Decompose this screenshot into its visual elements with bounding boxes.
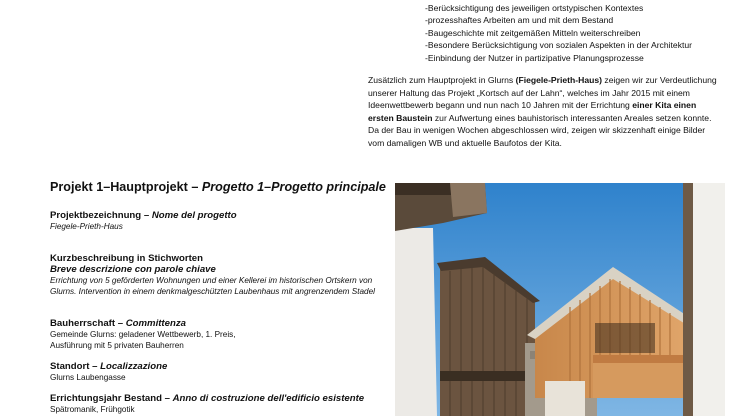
intro-highlight: einer Kita einen ersten Baustein [368, 100, 697, 123]
section-body: Fiegele-Prieth-Haus [50, 222, 123, 231]
section-title: Errichtungsjahr Bestand – Anno di costruzione dell'edificio esistente [50, 393, 365, 404]
section-client [50, 318, 236, 352]
section-title: Projektbezeichnung – Nome del progetto [50, 210, 237, 221]
section-location [50, 361, 167, 383]
section-body: Spätromanik, Frühgotik [50, 405, 135, 414]
section-description [50, 253, 380, 298]
section-body-line: Ausführung mit 5 privaten Bauherren [50, 341, 184, 351]
section-title: Kurzbeschreibung in Stichworten [50, 253, 203, 264]
list-item: -Baugeschichte mit zeitgemäßen Mitteln weiterschreiben [425, 27, 641, 38]
building-photo [395, 183, 725, 416]
list-item: -Berücksichtigung des jeweiligen ortstypischen Kontextes [425, 3, 644, 13]
section-year [50, 393, 364, 415]
intro-text: Zusätzlich zum Hauptprojekt in Glurns [368, 75, 516, 85]
section-body: Glurns Laubengasse [50, 373, 126, 382]
project-title: Projekt 1–Hauptprojekt – Progetto 1–Progetto principale [50, 180, 386, 194]
intro-text: zur Aufwertung eines bauhistorisch interessanten Areales setzen konnte. Da der Bau in wenigen Wochen abgeschlossen wird, zeigen wir skizzenhaft einige Bilder vom damaligen WB und aktuelle Baufotos der Kita. [368, 112, 712, 148]
intro-text: zeigen wir zur Verdeutlichung unserer Haltung das Projekt „Kortsch auf der Lahn“, welches im Jahr 2015 mit einem Ideenwettbewerb begann und nun nach 10 Jahren mit der Errichtung [368, 75, 717, 110]
principles-list [425, 2, 692, 64]
list-item: -Einbindung der Nutzer in partizipative Planungsprozesse [425, 52, 644, 63]
intro-paragraph [368, 74, 718, 149]
section-title: Standort – Localizzazione [50, 361, 168, 372]
section-body-line: Gemeinde Glurns: geladener Wettbewerb, 1. Preis, [50, 330, 236, 339]
list-item: -Besondere Berücksichtigung von sozialen Aspekten in der Architektur [425, 40, 693, 51]
section-project-name [50, 210, 237, 232]
section-subtitle: Breve descrizione con parole chiave [50, 264, 216, 275]
section-body: Errichtung von 5 geförderten Wohnungen und einer Kellerei im historischen Ortskern von Glurns. Intervention in einem denkmalgeschützten Laubenhaus mit angrenzendem Stadel [50, 276, 375, 297]
intro-highlight: (Fiegele-Prieth-Haus) [515, 75, 603, 85]
list-item: -prozesshaftes Arbeiten am und mit dem Bestand [425, 15, 614, 26]
section-title: Bauherrschaft – Committenza [50, 318, 186, 329]
